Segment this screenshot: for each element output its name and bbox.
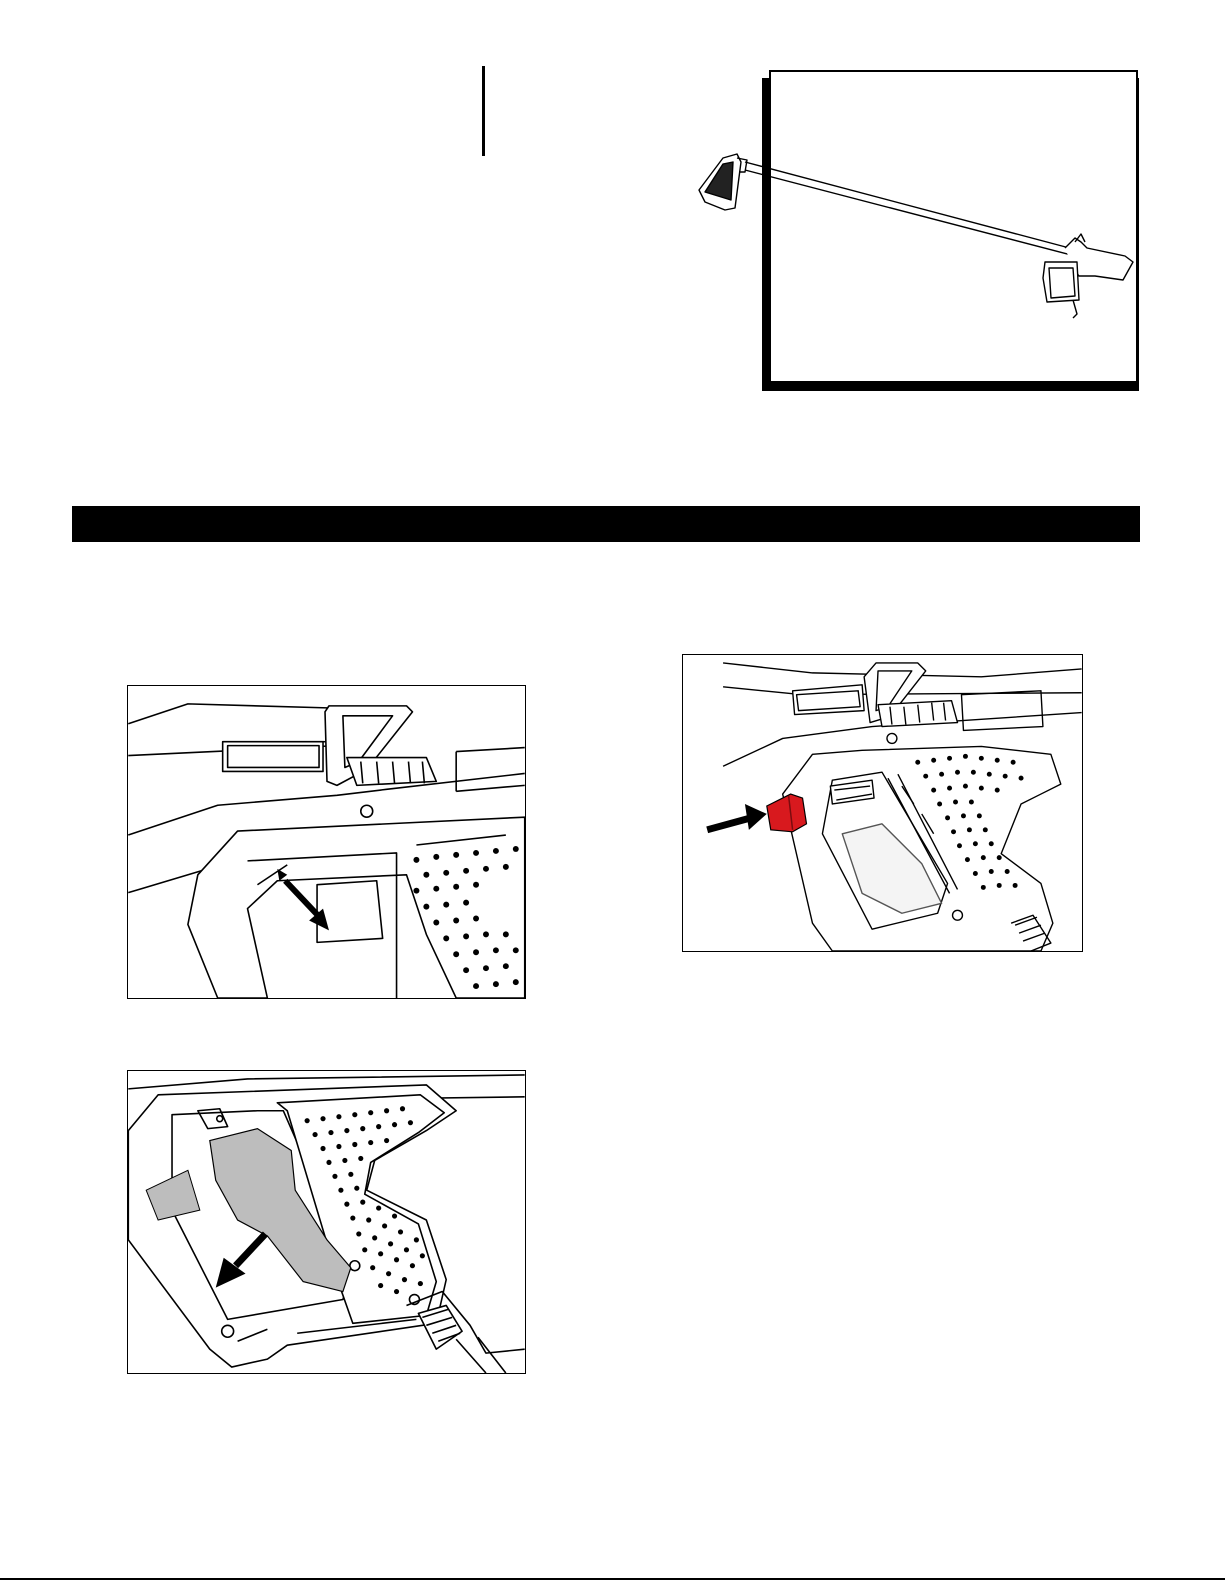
fitting-install-illustration [683, 655, 1082, 951]
red-fitting [767, 794, 807, 832]
figure-step-2 [127, 1070, 526, 1374]
trigger-release-illustration [128, 686, 525, 998]
cover-removal-illustration [128, 1071, 525, 1373]
figure-step-3 [682, 654, 1083, 952]
spray-wand-illustration [695, 150, 1140, 325]
header-vertical-rule [482, 66, 485, 156]
section-heading-bar [72, 506, 1140, 542]
footer-rule [0, 1578, 1225, 1580]
figure-step-1 [127, 685, 526, 999]
direction-arrow [707, 804, 767, 830]
